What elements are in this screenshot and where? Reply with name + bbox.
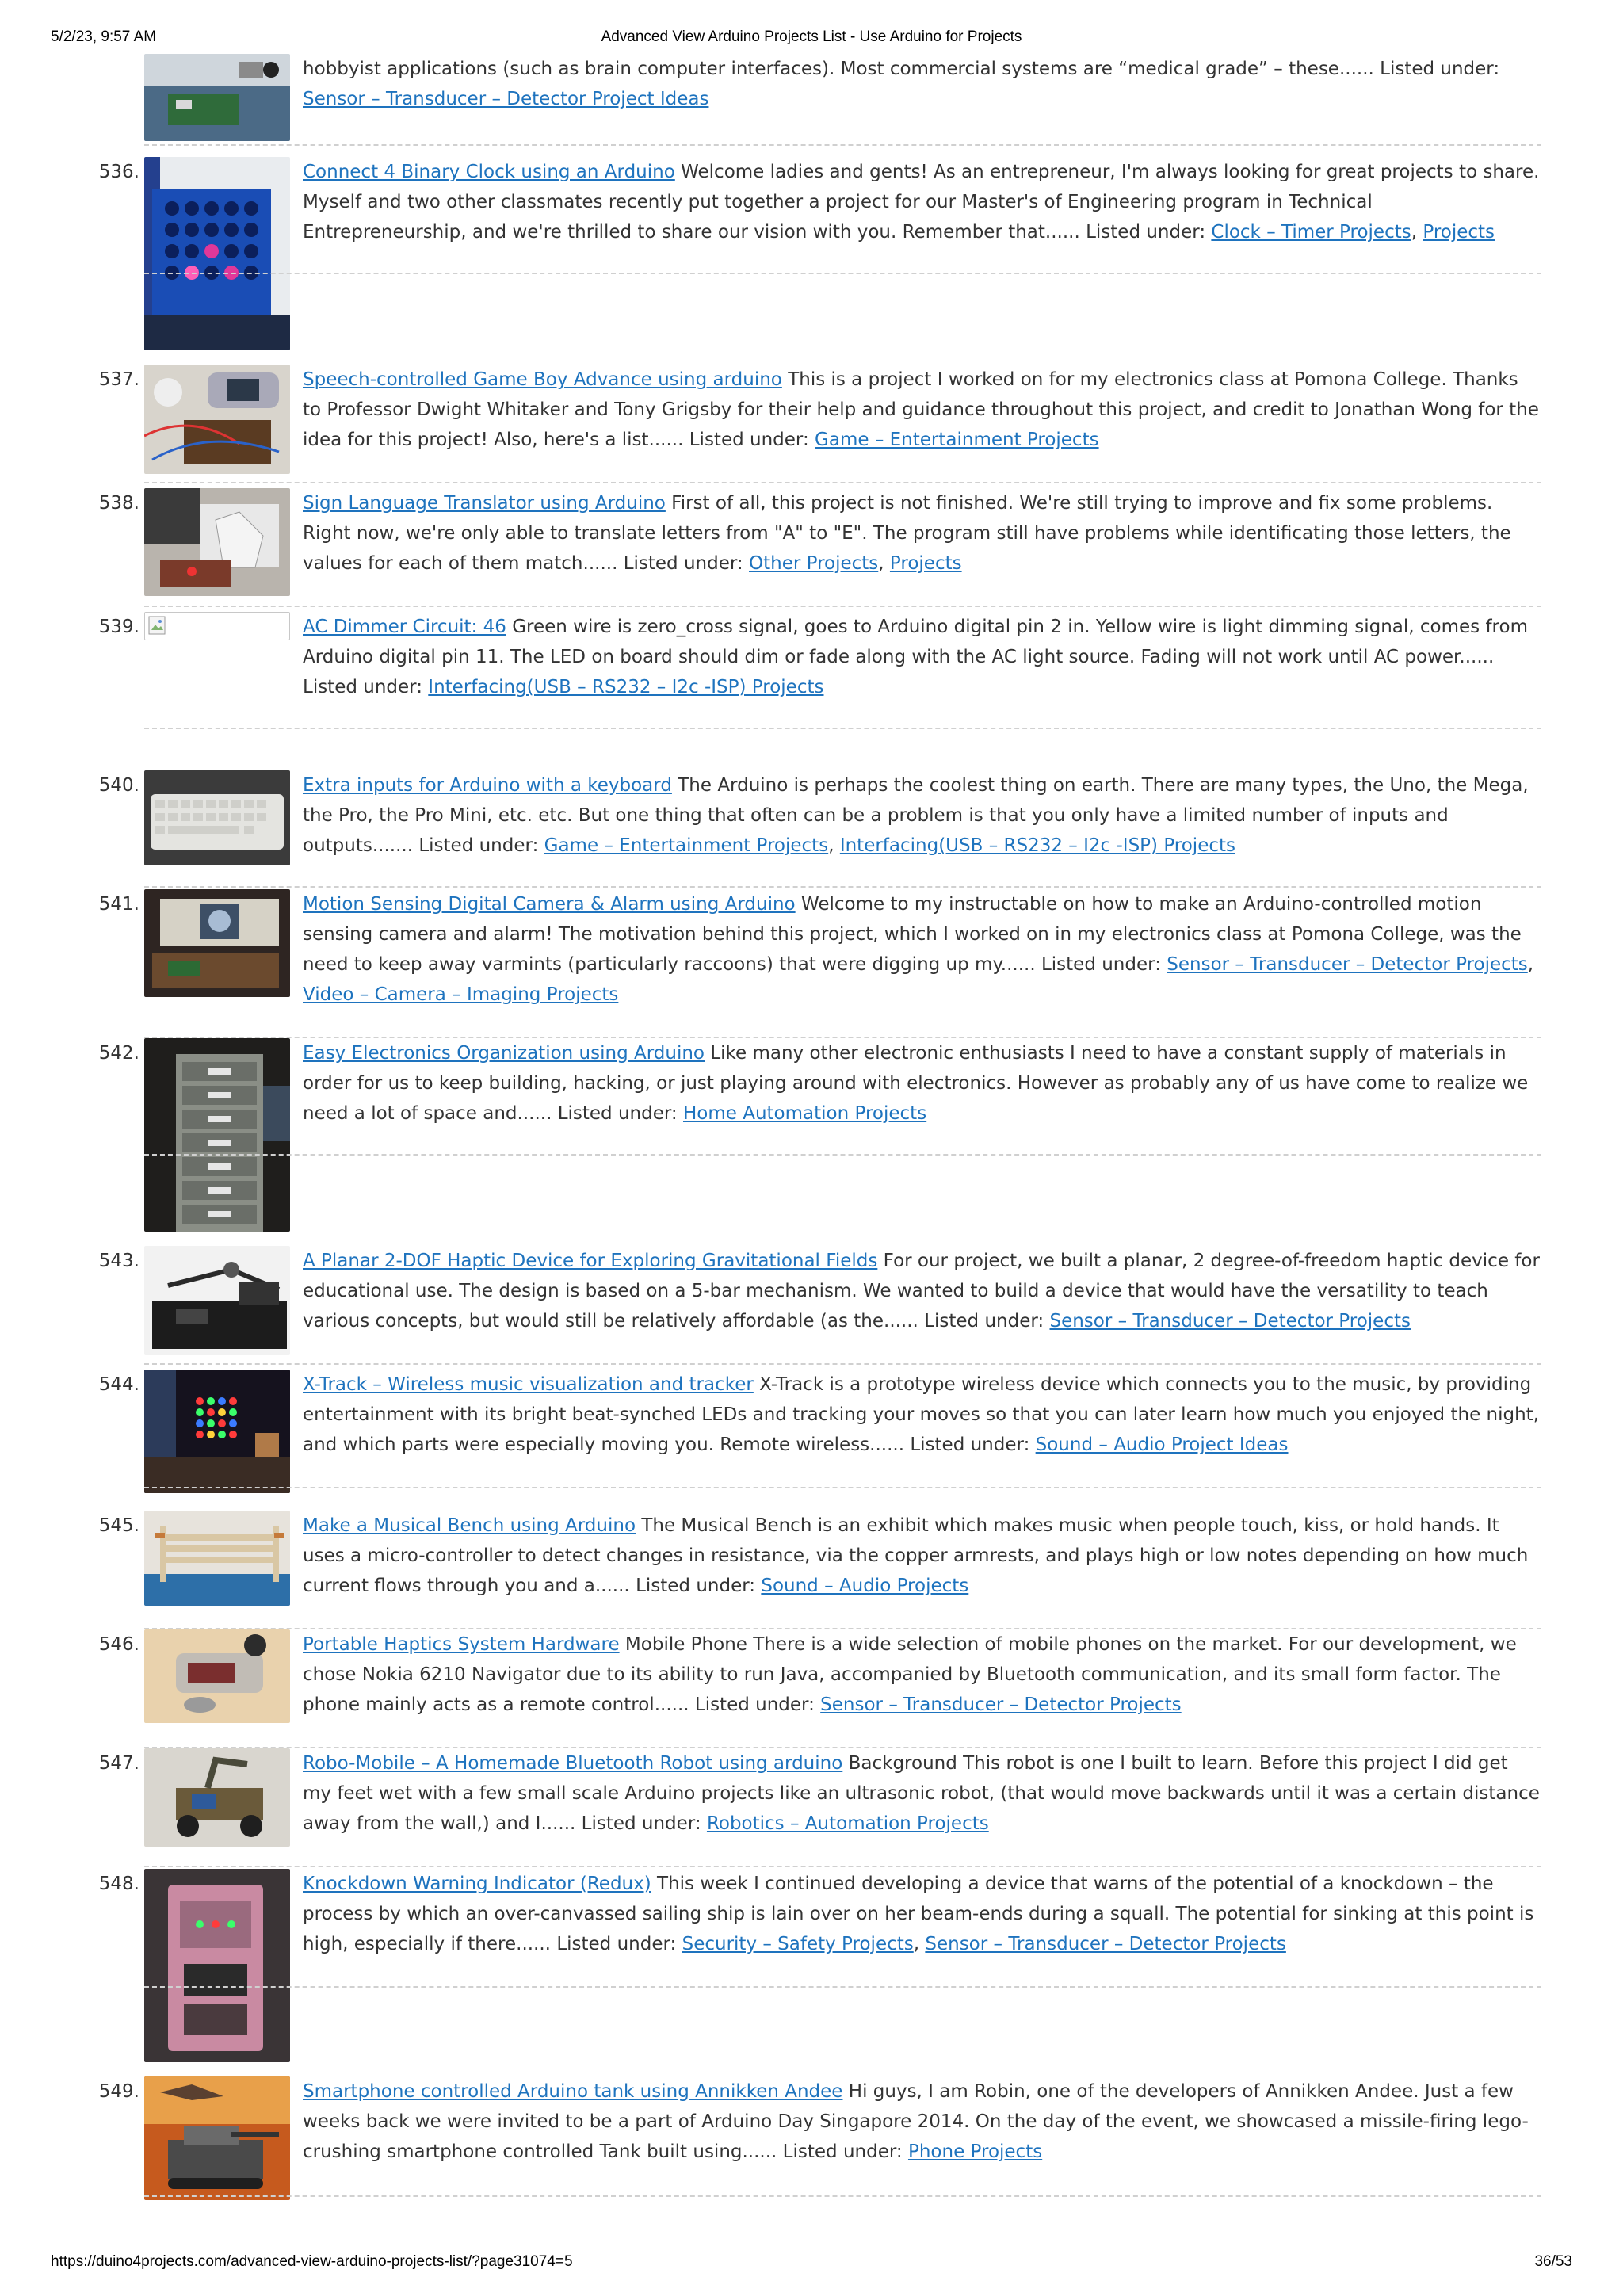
project-description: Welcome to my instructable on how to make an Arduino-controlled motion sensing camera and alarm! The motivation behind this project, which I worked on in my electronics class at Pomona College, was the need to keep away varmints (particularly raccoons) that were digging up my...... (303, 894, 1522, 975)
entry-separator (144, 482, 1541, 483)
entry-number: 542. (98, 1043, 139, 1064)
project-text: Motion Sensing Digital Camera & Alarm using Arduino Welcome to my instructable on how to make an Arduino-controlled motion sensing camera and alarm! The motivation behind this project, which I worked on in my electronics class at Pomona College, was the need to keep away varmints (particularly raccoons) that were digging up my...... Listed under: Sensor – Transducer – Detector Projects, Video – Camera – Imaging Projects (303, 894, 1534, 1005)
project-thumbnail[interactable] (144, 488, 290, 596)
project-text (303, 1370, 1541, 1460)
listed-under-label: Listed under: (636, 1576, 756, 1596)
project-description: First of all, this project is not finished. We're still trying to improve and fix some problems. Right now, we're only able to translate letters from "A" to "E". The program still have problems while identificating those letters, the values for each of them match...... (303, 493, 1511, 574)
entry-separator (144, 1363, 1541, 1365)
entry-number: 549. (98, 2081, 139, 2102)
project-thumbnail[interactable] (144, 157, 290, 350)
project-text (303, 54, 1541, 114)
entry-number: 544. (98, 1374, 139, 1395)
listed-under-label: Listed under: (924, 1311, 1044, 1331)
entry-number: 539. (98, 617, 139, 637)
project-thumbnail[interactable] (144, 889, 290, 997)
entry-separator (144, 886, 1541, 888)
project-text: Connect 4 Binary Clock using an Arduino Welcome ladies and gents! As an entrepreneur, I'm always looking for great projects to share. Myself and two other classmates recently put together a project for our Master's of Engineering program in Technical Entrepreneurship, and we're thrilled to share our vision with you. Remember that...... Listed under: Clock – Timer Projects, Projects (303, 162, 1540, 243)
print-page-title: Advanced View Arduino Projects List - Use Arduino for Projects (601, 29, 1022, 45)
project-description: Green wire is zero_cross signal, goes to Arduino digital pin 2 in. Yellow wire is light dimming signal, comes from Arduino digital pin 11. The LED on board should dim or fade along with the AC light source. Fading will not work until AC power...... (303, 617, 1528, 667)
project-thumbnail[interactable] (144, 1629, 290, 1723)
project-description: For our project, we built a planar, 2 degree-of-freedom haptic device for educational use. The design is based on a 5-bar mechanism. We wanted to build a device that would have the versatility to teach various concepts, but would still be relatively affordable (as the...... (303, 1251, 1540, 1331)
project-description: Background This robot is one I built to learn. Before this project I did get my feet wet with a few small scale Arduino projects like an ultrasonic robot, (that would move backwards until it was a certain distance away from the wall,) and I...... (303, 1753, 1540, 1834)
project-title-link[interactable]: Robo-Mobile – A Homemade Bluetooth Robot using arduino (303, 1753, 843, 1774)
project-thumbnail[interactable] (144, 2076, 290, 2200)
print-url: https://duino4projects.com/advanced-view-arduino-projects-list/?page31074=5 (51, 2253, 573, 2270)
print-header (0, 29, 1623, 52)
category-link[interactable]: Sensor – Transducer – Detector Projects (1049, 1311, 1411, 1331)
project-description: Hi guys, I am Robin, one of the developers of Annikken Andee. Just a few weeks back we were invited to be a part of Arduino Day Singapore 2014. On the day of the event, we showcased a missile-firing lego-crushing smartphone controlled Tank built using...... (303, 2081, 1529, 2162)
project-thumbnail[interactable] (144, 1869, 290, 2062)
entry-number: 538. (98, 493, 139, 514)
entry-number: 543. (98, 1251, 139, 1271)
project-description: The Musical Bench is an exhibit which makes music when people touch, kiss, or hold hands. It uses a micro-controller to detect changes in resistance, via the copper armrests, and plays high or low notes depending on how much current flows through you and a...... (303, 1515, 1529, 1596)
project-text (303, 1246, 1541, 1336)
category-link[interactable]: Projects (1423, 222, 1495, 243)
listed-under-label: Listed under: (910, 1435, 1030, 1455)
entry-number: 548. (98, 1874, 139, 1894)
category-link[interactable]: Phone Projects (907, 2141, 1043, 2162)
project-description: hobbyist applications (such as brain computer interfaces). Most commercial systems are “medical grade” – these...... (303, 59, 1374, 79)
project-thumbnail[interactable] (144, 1246, 290, 1355)
project-thumbnail[interactable] (144, 1038, 290, 1232)
category-link[interactable]: Game – Entertainment Projects (815, 430, 1099, 450)
print-footer (0, 2253, 1623, 2277)
entry-separator (144, 1866, 1541, 1867)
project-text: Knockdown Warning Indicator (Redux) This week I continued developing a device that warns of the potential of a knockdown – the process by which an over-canvassed sailing ship is lain over on her beam-ends during a squall. The potential for sinking at this point is high, especially if there...... Listed under: Security – Safety Projects, Sensor – Transducer – Detector Projects (303, 1874, 1534, 1954)
project-text (303, 1748, 1541, 1839)
project-title-link[interactable]: Make a Musical Bench using Arduino (303, 1515, 636, 1536)
project-thumbnail[interactable] (144, 1511, 290, 1606)
category-link[interactable]: Sensor – Transducer – Detector Projects (820, 1694, 1182, 1715)
category-link[interactable]: Sound – Audio Project Ideas (1035, 1435, 1289, 1455)
listed-under-label: Listed under: (581, 1813, 701, 1834)
project-text (303, 1629, 1541, 1720)
listed-under-label: Listed under: (694, 1694, 815, 1715)
project-title-link[interactable]: Motion Sensing Digital Camera & Alarm using Arduino (303, 894, 796, 915)
category-link[interactable]: Clock – Timer Projects (1211, 222, 1411, 243)
category-link[interactable]: Sensor – Transducer – Detector Projects (925, 1934, 1286, 1954)
listed-under-label: Listed under: (557, 1103, 678, 1124)
category-link[interactable]: Projects (889, 553, 962, 574)
entry-number: 536. (98, 162, 139, 182)
category-link[interactable]: Game – Entertainment Projects (544, 835, 829, 856)
project-title-link[interactable]: AC Dimmer Circuit: 46 (303, 617, 506, 637)
project-description: The Arduino is perhaps the coolest thing on earth. There are many types, the Uno, the Mega, the Pro, the Pro Mini, etc. etc. But one thing that often can be a problem is that you only have a limited number of inputs and outputs....... (303, 775, 1529, 856)
project-thumbnail[interactable] (144, 1748, 290, 1847)
project-description: Welcome ladies and gents! As an entrepreneur, I'm always looking for great projects to share. Myself and two other classmates recently put together a project for our Master's of Engineering program in Technical Entrepreneurship, and we're thrilled to share our vision with you. Remember that...... (303, 162, 1540, 243)
entry-number: 546. (98, 1634, 139, 1655)
category-link[interactable]: Other Projects (749, 553, 879, 574)
category-link[interactable]: Security – Safety Projects (682, 1934, 914, 1954)
project-title-link[interactable]: Portable Haptics System Hardware (303, 1634, 620, 1655)
entry-number: 541. (98, 894, 139, 915)
project-text (303, 1511, 1541, 1601)
category-link[interactable]: Sensor – Transducer – Detector Projects (1167, 954, 1528, 975)
project-thumbnail[interactable] (144, 365, 290, 474)
project-description: Like many other electronic enthusiasts I need to have a constant supply of materials in order for us to keep building, hacking, or just playing around with electronics. However as probably any of us have come to realize we need a lot of space and...... (303, 1043, 1529, 1124)
project-title-link[interactable]: Sign Language Translator using Arduino (303, 493, 666, 514)
entry-number: 547. (98, 1753, 139, 1774)
listed-under-label: Listed under: (689, 430, 809, 450)
project-title-link[interactable]: Smartphone controlled Arduino tank using Annikken Andee (303, 2081, 843, 2102)
project-title-link[interactable]: Connect 4 Binary Clock using an Arduino (303, 162, 675, 182)
listed-under-label: Listed under: (303, 677, 422, 697)
category-link[interactable]: Sound – Audio Projects (761, 1576, 969, 1596)
category-link[interactable]: Sensor – Transducer – Detector Project Ideas (303, 89, 709, 109)
category-link[interactable]: Home Automation Projects (683, 1103, 927, 1124)
listed-under-label: Listed under: (1041, 954, 1161, 975)
entry-separator (144, 728, 1541, 729)
entry-number: 537. (98, 369, 139, 390)
entry-separator (144, 273, 1541, 274)
project-title-link[interactable]: Knockdown Warning Indicator (Redux) (303, 1874, 651, 1894)
project-text (303, 612, 1541, 702)
project-thumbnail[interactable] (144, 770, 290, 865)
project-text (303, 365, 1541, 455)
entry-number: 545. (98, 1515, 139, 1536)
project-description: This week I continued developing a device that warns of the potential of a knockdown – the process by which an over-canvassed sailing ship is lain over on her beam-ends during a squall. The potential for sinking at this point is high, especially if there...... (303, 1874, 1534, 1954)
listed-under-label: Listed under: (556, 1934, 677, 1954)
entry-separator (144, 1487, 1541, 1488)
category-link[interactable]: Robotics – Automation Projects (706, 1813, 989, 1834)
project-text (303, 1038, 1541, 1129)
entry-separator (144, 1986, 1541, 1988)
project-title-link[interactable]: Extra inputs for Arduino with a keyboard (303, 775, 672, 796)
project-description: X-Track is a prototype wireless device which connects you to the music, by providing entertainment with its bright beat-synched LEDs and tracking your moves so that you can later learn how much you enjoyed the night, and which parts were especially moving you. Remote wireless...... (303, 1374, 1540, 1455)
entry-separator (144, 2195, 1541, 2197)
project-title-link[interactable]: A Planar 2-DOF Haptic Device for Exploring Gravitational Fields (303, 1251, 878, 1271)
category-link[interactable]: Video – Camera – Imaging Projects (303, 984, 619, 1005)
entry-number: 540. (98, 775, 139, 796)
listed-under-label: Listed under: (623, 553, 743, 574)
project-description: This is a project I worked on for my electronics class at Pomona College. Thanks to Professor Dwight Whitaker and Tony Grigsby for their help and guidance throughout this project, and credit to Jonathan Wong for the idea for this project! Also, here's a list...... (303, 369, 1539, 450)
project-text: Extra inputs for Arduino with a keyboard The Arduino is perhaps the coolest thing on earth. There are many types, the Uno, the Mega, the Pro, the Pro Mini, etc. etc. But one thing that often can be a problem is that you only have a limited number of inputs and outputs....... Listed under: Game – Entertainment Projects, Interfacing(USB – RS232 – I2c -ISP) Projects (303, 775, 1529, 856)
print-datetime: 5/2/23, 9:57 AM (51, 29, 157, 45)
entry-separator (144, 1154, 1541, 1156)
project-text (303, 2076, 1541, 2167)
listed-under-label: Listed under: (1086, 222, 1206, 243)
entry-separator (144, 144, 1541, 146)
category-link[interactable]: Interfacing(USB – RS232 – I2c -ISP) Projects (428, 677, 824, 697)
project-thumbnail[interactable] (144, 1370, 290, 1493)
project-thumbnail[interactable] (144, 54, 290, 141)
broken-image-icon[interactable] (144, 612, 290, 640)
project-title-link[interactable]: X-Track – Wireless music visualization and tracker (303, 1374, 754, 1395)
listed-under-label: Listed under: (418, 835, 539, 856)
project-description: Mobile Phone There is a wide selection of mobile phones on the market. For our development, we chose Nokia 6210 Navigator due to its ability to run Java, accompanied by Bluetooth communication, and its small form factor. The phone mainly acts as a remote control...... (303, 1634, 1517, 1715)
listed-under-label: Listed under: (782, 2141, 903, 2162)
project-title-link[interactable]: Easy Electronics Organization using Arduino (303, 1043, 705, 1064)
print-page-number: 36/53 (1534, 2253, 1572, 2270)
category-link[interactable]: Interfacing(USB – RS232 – I2c -ISP) Projects (839, 835, 1235, 856)
project-text: Sign Language Translator using Arduino First of all, this project is not finished. We're still trying to improve and fix some problems. Right now, we're only able to translate letters from "A" to "E". The program still have problems while identificating those letters, the values for each of them match...... Listed under: Other Projects, Projects (303, 493, 1511, 574)
entry-separator (144, 606, 1541, 607)
project-title-link[interactable]: Speech-controlled Game Boy Advance using arduino (303, 369, 782, 390)
listed-under-label: Listed under: (1380, 59, 1500, 79)
